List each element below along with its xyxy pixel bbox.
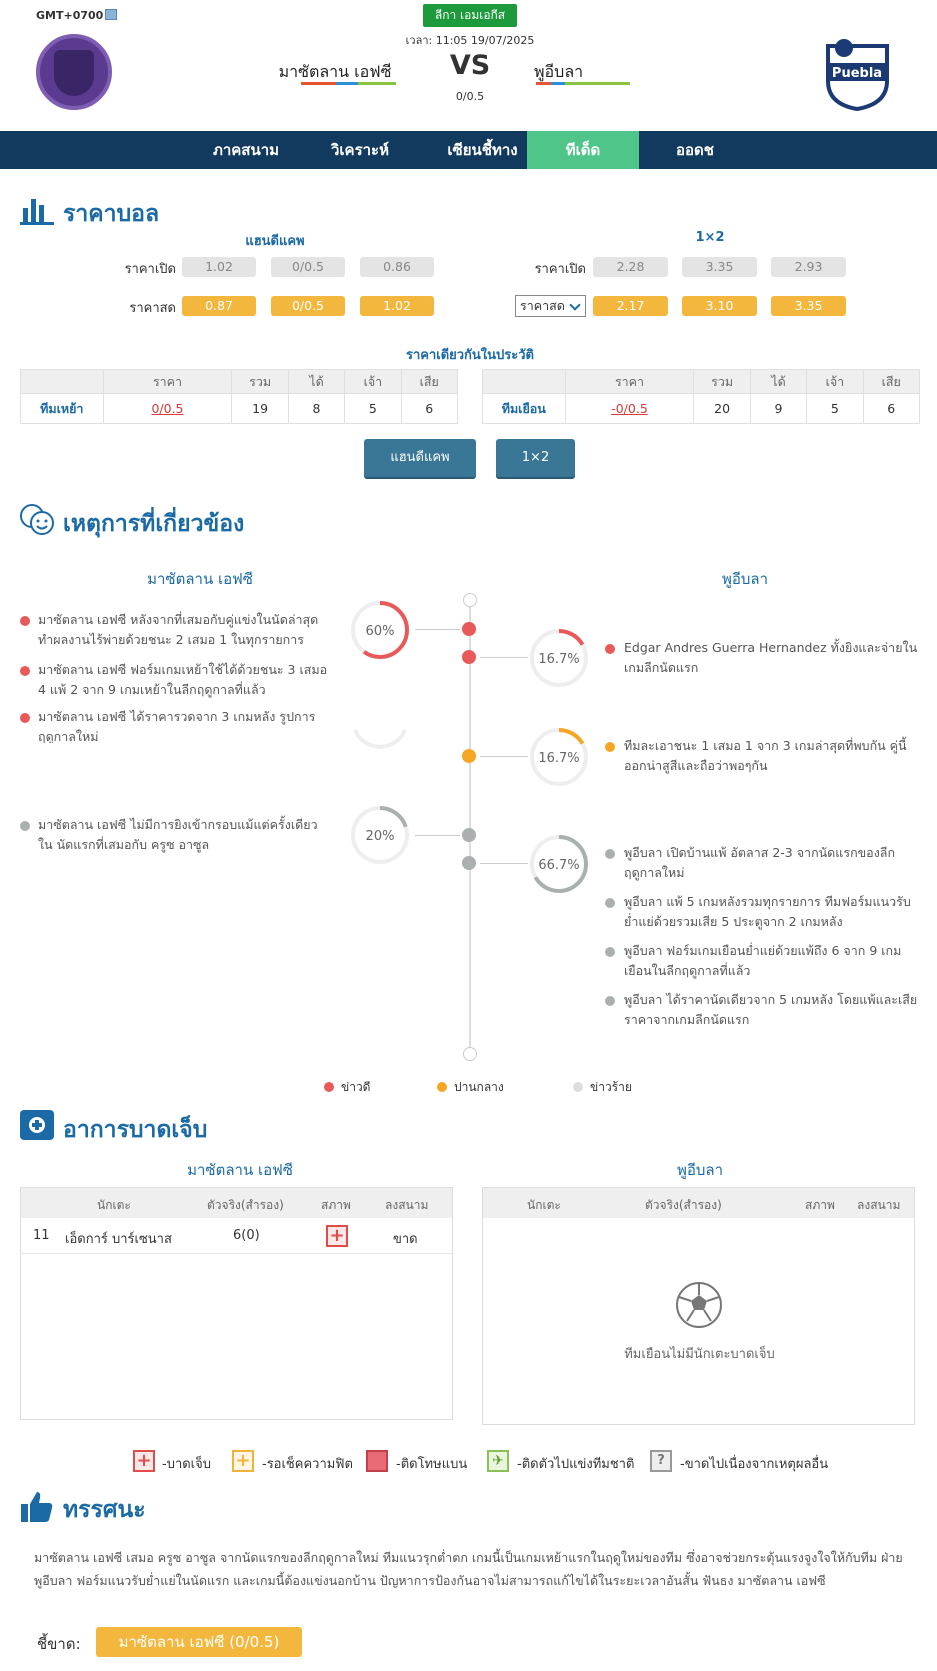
event-dot [605,644,615,654]
home-neutral-ring [349,728,411,758]
pick-label: ชี้ขาด: [37,1635,81,1653]
injured-icon: + [326,1225,348,1247]
event-dot [605,947,615,957]
match-time: เวลา: 11:05 19/07/2025 [405,34,535,47]
home-team-logo[interactable] [36,34,112,110]
list-item: พูอีบลา เปิดบ้านแพ้ อัตลาส 2-3 จากนัดแรกของลีก ฤดูกาลใหม่ [624,845,896,880]
timeline-dot [462,856,476,870]
event-dot [20,821,30,831]
question-icon: ? [650,1450,672,1472]
injuries-section-title: อาการบาดเจ็บ [63,1117,208,1143]
league-badge[interactable]: ลีกา เอมเอกีส [423,4,517,27]
tab-odds[interactable]: ออดช [676,141,714,159]
no-injuries-message: ทีมเยือนไม่มีนักเตะบาดเจ็บ [624,1347,775,1362]
handicap-live-label: ราคาสด [129,301,176,316]
injured-icon: + [133,1450,155,1472]
pick-badge: มาซัตลาน เอฟซี (0/0.5) [96,1627,302,1657]
odds-section-title: ราคาบอล [63,201,160,227]
list-item: มาซัตลาน เอฟซี หลังจากที่เสมอกับคู่แข่งในนัดล่าสุด ทำผลงานไร้พ่ายด้วยชนะ 2 เสมอ 1 ในทุกรายการ [38,612,319,647]
x12-live-away: 3.35 [771,296,846,316]
flag-icon [105,9,117,20]
svg-text:60%: 60% [365,624,395,639]
timeline-dot [462,622,476,636]
opinion-text: มาซัตลาน เอฟซี เสมอ ครูซ อาซูล จากนัดแรกของลีกฤดูกาลใหม่ ทีมแนวรุกต่ำตก เกมนี้เป็นเกมเหย้าแรกในฤดูใหม่ของทีม ซึ่งอาจช่วยกระตุ้นแรงจูงใจให้กับทีม ฝ่าย พูอีบลา ฟอร์มแนวรับย่ำแย่ในนัดแรก และเกมนี้ต้องแข่งนอกบ้าน ปัญหาการป้องกันอาจไม่สามารถแก้ไขได้ในระยะเวลาอันสั้น ฟันธง มาซัตลาน เอฟซี [34,1550,903,1588]
timeline-dot [462,828,476,842]
x12-live-draw: 3.10 [682,296,757,316]
home-history-table: ราคา รวม ได้ เจ้า เสีย ทีมเหย้า 0/0.5 19 8 5 6 [20,369,458,424]
chevron-down-icon [569,299,580,310]
thumbs-up-icon [20,1490,54,1528]
away-neutral-ring [528,726,590,788]
home-good-ring [349,599,411,661]
opinion-section-title: ทรรศนะ [63,1497,146,1523]
events-section-title: เหตุการที่เกี่ยวข้อง [63,511,245,537]
vs-label: VS [449,50,491,81]
list-item: Edgar Andres Guerra Hernandez ทั้งยิงและจ่ายใน เกมลีกนัดแรก [624,640,918,675]
event-dot [20,616,30,626]
suspended-icon [366,1450,388,1472]
legend-suspended: -ติดโทษแบน [396,1457,468,1472]
handicap-open-label: ราคาเปิด [124,262,176,277]
list-item: มาซัตลาน เอฟซี ไม่มีการยิงเข้ากรอบแม้แต่ครั้งเดียวใน นัดแรกที่เสมอกับ ครูซ อาซูล [38,817,318,852]
list-item: ทีมละเอาชนะ 1 เสมอ 1 จาก 3 เกมล่าสุดที่พบกัน คู่นี้ ออกน่าสูสีและถือว่าพอๆกัน [624,738,907,773]
history-price-link[interactable]: -0/0.5 [565,394,694,424]
list-item: มาซัตลาน เอฟซี ได้ราคารวดจาก 3 เกมหลัง รูปการ ฤดูกาลใหม่ [38,709,316,743]
history-title: ราคาเดียวกันในประวัติ [405,348,535,363]
handicap-open-away: 0.86 [360,257,434,277]
main-nav [0,131,937,169]
legend-good: ข่าวดี [341,1080,371,1094]
away-good-ring [528,627,590,689]
away-bad-ring [528,833,590,895]
x12-open-away: 2.93 [771,257,846,277]
handicap-open-line: 0/0.5 [271,257,345,277]
legend-national-team: -ติดตัวไปแข่งทีมชาติ [517,1457,635,1472]
events-home-team: มาซัตลาน เอฟซี [147,570,253,588]
injuries-home-team: มาซัตลาน เอฟซี [187,1161,293,1179]
event-dot [605,849,615,859]
medical-kit-icon [20,1110,54,1140]
x12-button[interactable]: 1×2 [496,439,575,477]
svg-text:66.7%: 66.7% [538,858,580,873]
fitness-check-icon: + [232,1450,254,1472]
handicap-live-line: 0/0.5 [271,296,345,316]
x12-price-select[interactable]: ราคาสด [515,295,586,317]
table-row: 11 เอ็ดการ์ บาร์เซนาส 6(0) + ขาด [21,1218,452,1254]
legend-other: -ขาดไปเนื่องจากเหตุผลอื่น [680,1457,829,1472]
x12-live-home: 2.17 [593,296,668,316]
legend-fitness: -รอเช็คความฟิต [262,1457,353,1472]
handicap-open-home: 1.02 [182,257,256,277]
table-row: ทีมเหย้า 0/0.5 19 8 5 6 [21,394,458,424]
table-row: ทีมเยือน -0/0.5 20 9 5 6 [483,394,920,424]
faces-icon [19,503,55,541]
events-away-team: พูอีบลา [721,570,769,588]
tab-expert[interactable]: เซียนชี้ทาง [447,141,518,159]
away-team-name[interactable]: พูอีบลา [534,62,584,81]
timezone-label: GMT+0700 [36,9,117,22]
away-logo-text: Puebla [831,66,883,81]
soccer-ball-icon [675,1281,723,1329]
svg-text:20%: 20% [365,829,395,844]
home-bad-ring [349,804,411,866]
chart-bar-icon [20,196,54,230]
legend-bad-dot [573,1082,583,1092]
x12-open-label: ราคาเปิด [534,262,586,277]
handicap-live-home: 0.87 [182,296,256,316]
legend-neutral: ปานกลาง [454,1080,504,1094]
timeline-line [469,600,471,1052]
handicap-button[interactable]: แฮนดีแคพ [364,439,476,477]
x12-title: 1×2 [695,230,725,245]
away-injuries-table: นักเตะ ตัวจริง(สำรอง) สภาพ ลงสนาม ทีมเยือนไม่มีนักเตะบาดเจ็บ [482,1187,915,1425]
event-dot [605,742,615,752]
home-team-name[interactable]: มาซัตลาน เอฟซี [278,62,392,81]
svg-text:16.7%: 16.7% [538,652,580,667]
timeline-dot [462,650,476,664]
legend-injured: -บาดเจ็บ [162,1457,211,1472]
away-history-table: ราคา รวม ได้ เจ้า เสีย ทีมเยือน -0/0.5 20 9 5 6 [482,369,920,424]
x12-open-draw: 3.35 [682,257,757,277]
legend-neutral-dot [437,1082,447,1092]
home-injuries-table: นักเตะ ตัวจริง(สำรอง) สภาพ ลงสนาม 11 เอ็ดการ์ บาร์เซนาส 6(0) + ขาด [20,1187,453,1420]
history-price-link[interactable]: 0/0.5 [103,394,232,424]
legend-good-dot [324,1082,334,1092]
away-team-logo[interactable] [820,36,895,111]
tab-tips[interactable]: ทีเด็ด [527,131,639,169]
list-item: พูอีบลา ได้ราคานัดเดียวจาก 5 เกมหลัง โดยแพ้และเสีย ราคาจากเกมลีกนัดแรก [624,992,918,1027]
handicap-live-away: 1.02 [360,296,434,316]
handicap-title: แฮนดีแคพ [245,234,305,249]
timeline-dot [462,749,476,763]
legend-bad: ข่าวร้าย [590,1080,632,1094]
event-dot [20,713,30,723]
list-item: พูอีบลา แพ้ 5 เกมหลังรวมทุกรายการ ทีมฟอร์มแนวรับ ย่ำแย่ด้วยรวมเสีย 5 ประตูจาก 2 เกมหลัง [624,894,911,929]
handicap-label: 0/0.5 [455,90,485,103]
event-dot [20,666,30,676]
event-dot [605,996,615,1006]
event-dot [605,898,615,908]
svg-text:16.7%: 16.7% [538,751,580,766]
tab-field[interactable]: ภาคสนาม [212,141,280,159]
list-item: มาซัตลาน เอฟซี ฟอร์มเกมเหย้าใช้ได้ด้วยชนะ 3 เสมอ 4 แพ้ 2 จาก 9 เกมเหย้าในลีกฤดูกาลที่แล้ว [38,662,328,697]
airplane-icon: ✈ [487,1450,509,1472]
injuries-away-team: พูอีบลา [676,1161,724,1179]
x12-open-home: 2.28 [593,257,668,277]
list-item: พูอีบลา ฟอร์มเกมเยือนย่ำแย่ด้วยแพ้ถึง 6 จาก 9 เกม เยือนในลีกฤดูกาลที่แล้ว [624,943,902,978]
tab-analysis[interactable]: วิเคราะห์ [330,141,389,159]
